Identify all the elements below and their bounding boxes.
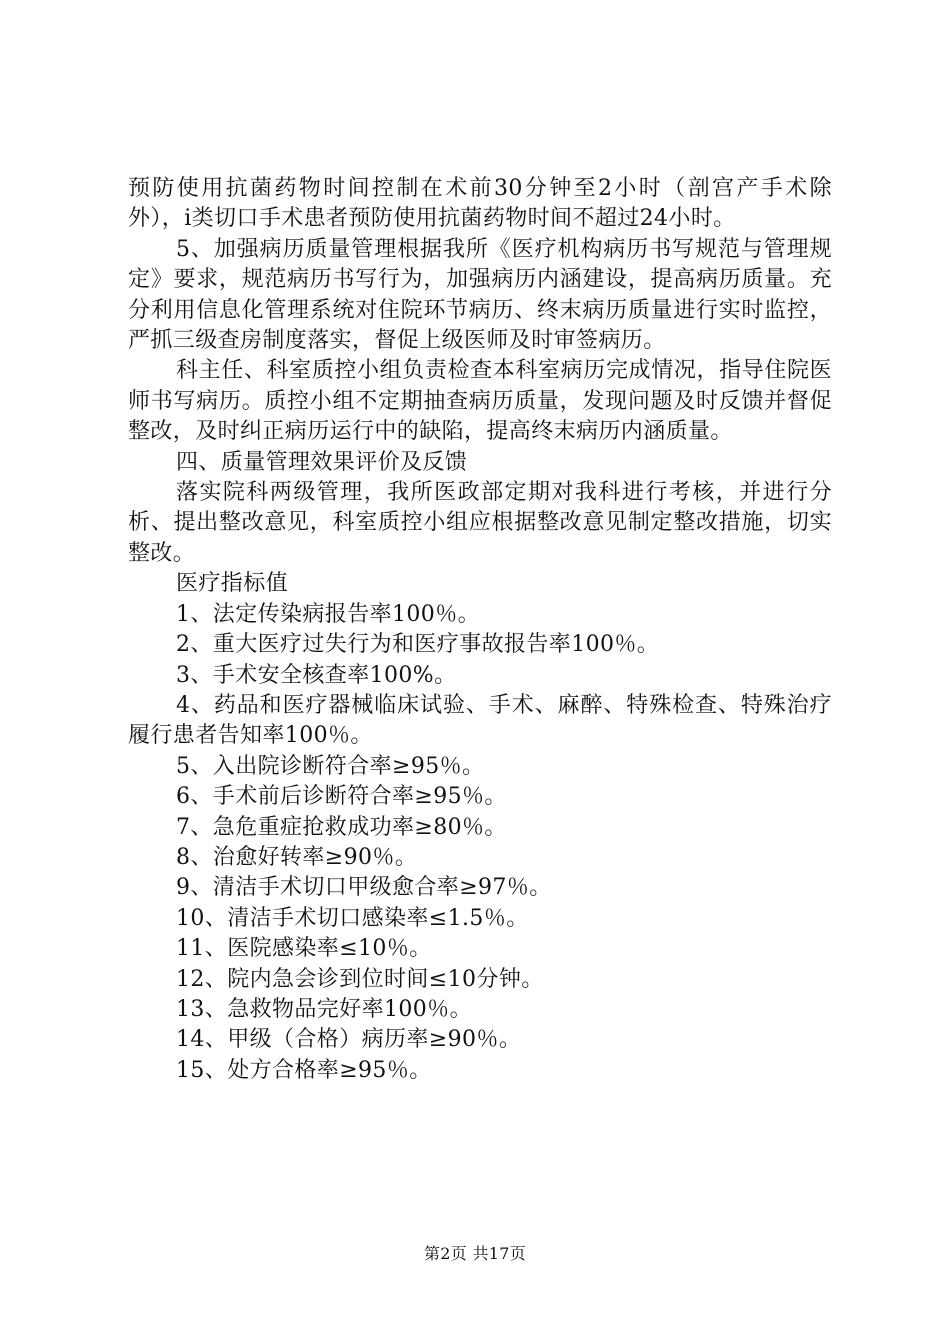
indicator-item: 14、甲级（合格）病历率≥90％。 (176, 1027, 522, 1053)
page-number-footer: 第2页 共17页 (423, 1244, 527, 1263)
paragraph-medical-record-quality: 5、加强病历质量管理根据我所《医疗机构病历书写规范与管理规定》要求，规范病历书写行为，加强病历内涵建设，提高病历质量。充分利用信息化管理系统对住院环节病历、终末病历质量进行实时监控，严抓三级查房制度落实，督促上级医师及时审签病历。 (128, 236, 832, 354)
indicator-item: 3、手术安全核查率100%。 (176, 662, 457, 688)
indicator-item: 9、清洁手术切口甲级愈合率≥97％。 (176, 875, 552, 901)
paragraph-department-qc: 科主任、科室质控小组负责检查本科室病历完成情况，指导住院医师书写病历。质控小组不定期抽查病历质量，发现问题及时反馈并督促整改，及时纠正病历运行中的缺陷，提高终末病历内涵质量。 (128, 358, 832, 445)
indicator-item: 10、清洁手术切口感染率≤1.5％。 (176, 905, 529, 931)
indicator-item: 11、医院感染率≤10％。 (176, 936, 432, 962)
paragraph-two-level-management: 落实院科两级管理，我所医政部定期对我科进行考核，并进行分析、提出整改意见，科室质控小组应根据整改意见制定整改措施，切实整改。 (128, 480, 832, 566)
document-body (128, 174, 832, 1086)
indicator-item: 1、法定传染病报告率100％。 (176, 601, 480, 627)
indicator-item: 4、药品和医疗器械临床试验、手术、麻醉、特殊检查、特殊治疗履行患者告知率100％。 (128, 692, 832, 749)
paragraph-antibiotic-timing: 预防使用抗菌药物时间控制在术前30分钟至2小时（剖宫产手术除外），i类切口手术患者预防使用抗菌药物时间不超过24小时。 (128, 176, 832, 232)
indicator-item: 8、治愈好转率≥90％。 (176, 844, 418, 870)
indicator-item: 2、重大医疗过失行为和医疗事故报告率100％。 (176, 632, 660, 658)
indicator-item: 12、院内急会诊到位时间≤10分钟。 (176, 966, 544, 992)
section-heading-indicators: 医疗指标值 (176, 571, 289, 597)
section-heading-evaluation: 四、质量管理效果评价及反馈 (176, 449, 468, 475)
indicator-item: 13、急救物品完好率100％。 (176, 996, 472, 1022)
indicator-item: 6、手术前后诊断符合率≥95％。 (176, 784, 507, 810)
indicator-item: 7、急危重症抢救成功率≥80％。 (176, 814, 507, 840)
indicator-item: 5、入出院诊断符合率≥95％。 (176, 753, 485, 779)
indicator-item: 15、处方合格率≥95％。 (176, 1057, 432, 1083)
